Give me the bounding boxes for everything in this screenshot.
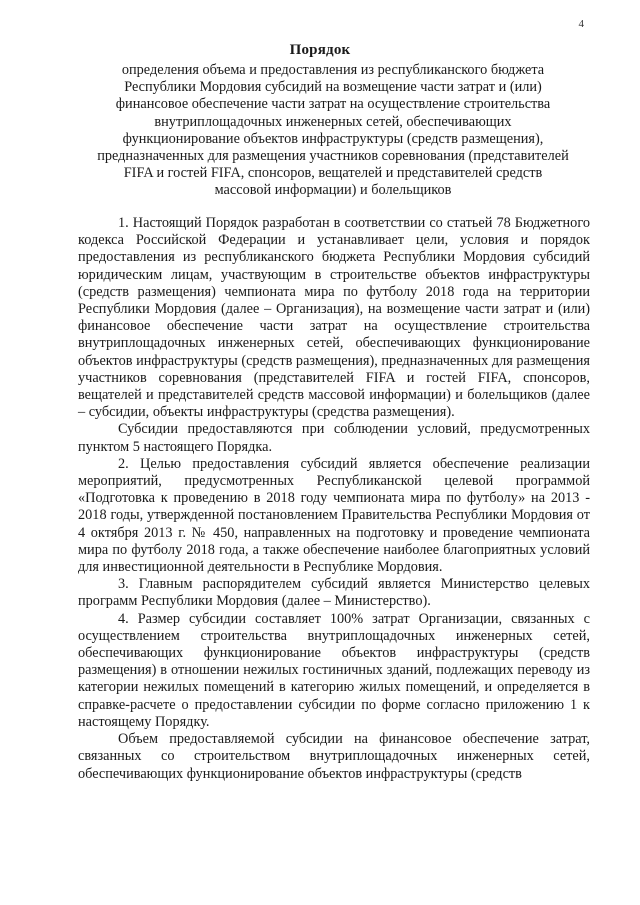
subtitle-line: финансовое обеспечение части затрат на осуществление строительства [115,96,551,113]
page-number: 4 [578,18,584,30]
subtitle-line: функционирование объектов инфраструктуры (средств размещения), [122,130,544,147]
paragraph-4-volume: Объем предоставляемой субсидии на финансовое обеспечение затрат, связанных со строительством внутриплощадочных инженерных сетей, обеспечивающих функционирование объектов инфраструктуры (средств [78,731,590,782]
subtitle-line: внутриплощадочных инженерных сетей, обеспечивающих [154,113,512,130]
document-subtitle [78,62,588,200]
paragraph-4: 4. Размер субсидии составляет 100% затрат Организации, связанных с осуществлением строительства внутриплощадочных инженерных сетей, обеспечивающих функционирование объектов инфраструктуры (средств размещения) в отношении нежилых гостиничных зданий, подлежащих переводу из категории нежилых помещений в категорию жилых помещений, и определяется в справке-расчете о предоставлении субсидии по форме согласно приложению 1 к настоящему Порядку. [78,610,590,730]
subtitle-line: Республики Мордовия субсидий на возмещение части затрат и (или) [124,79,542,96]
paragraph-2: 2. Целью предоставления субсидий является обеспечение реализации мероприятий, предусмотренных Республиканской целевой программой «Подготовка к проведению в 2018 году чемпионата мира по футболу» на 2013 - 2018 годы, утвержденной постановлением Правительства Республики Мордовия от 4 октября 2013 г. № 450, направленных на подготовку и проведение чемпионата мира по футболу 2018 года, а также обеспечение наиболее благоприятных условий для инвестиционной деятельности в Республике Мордовия. [78,455,590,576]
document-title: Порядок [289,42,351,58]
paragraph-1-condition: Субсидии предоставляются при соблюдении условий, предусмотренных пунктом 5 настоящего Порядка. [78,421,590,455]
subtitle-line: массовой информации) и болельщиков [214,182,452,199]
document-body [78,215,590,783]
paragraph-1: 1. Настоящий Порядок разработан в соответствии со статьей 78 Бюджетного кодекса Российской Федерации и устанавливает цели, условия и порядок предоставления из республиканского бюджета Республики Мордовия субсидий юридическим лицам, участвующим в строительстве объектов инфраструктуры (средств размещения) чемпионата мира по футболу 2018 года на территории Республики Мордовия (далее – Организация), на возмещение части затрат и (или) финансовое обеспечение части затрат на осуществление строительства внутриплощадочных инженерных сетей, обеспечивающих функционирование объектов инфраструктуры (средств размещения), предназначенных для размещения участников соревнования (представителей FIFA и гостей FIFA, спонсоров, вещателей и представителей средств массовой информации) и болельщиков (далее – субсидии, объекты инфраструктуры (средства размещения). [78,215,590,421]
subtitle-line: определения объема и предоставления из республиканского бюджета [121,62,545,78]
subtitle-line: предназначенных для размещения участников соревнования (представителей [97,148,569,165]
paragraph-3: 3. Главным распорядителем субсидий является Министерство целевых программ Республики Мордовия (далее – Министерство). [78,576,590,610]
subtitle-line: FIFA и гостей FIFA, спонсоров, вещателей и представителей средств [123,165,543,182]
